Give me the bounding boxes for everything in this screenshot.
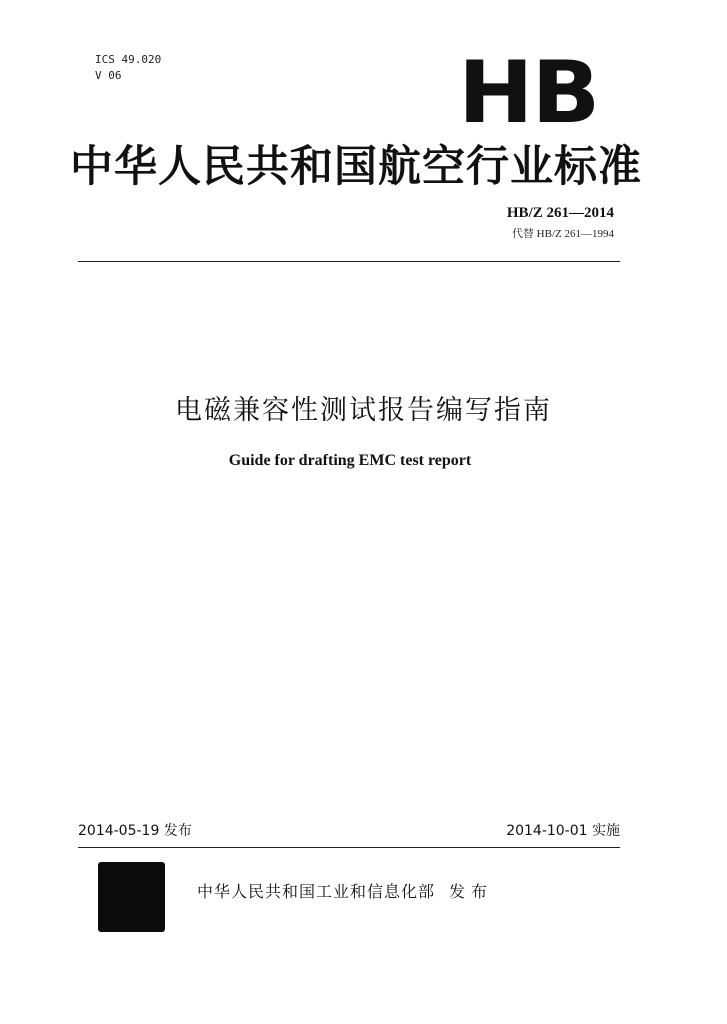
hb-logo: HB xyxy=(458,43,599,143)
replaces-standard: 代替 HB/Z 261—1994 xyxy=(511,228,614,240)
redaction-block xyxy=(98,862,165,932)
category-code: V 06 xyxy=(95,69,122,82)
ics-code: ICS 49.020 xyxy=(95,53,162,66)
footer-divider xyxy=(78,847,620,848)
document-title-en: Guide for drafting EMC test report xyxy=(228,452,472,469)
document-title-cn: 电磁兼容性测试报告编写指南 xyxy=(175,395,552,426)
issue-date: 2014-05-19 发布 xyxy=(78,823,192,839)
header-divider xyxy=(78,261,620,262)
publish-label: 发布 xyxy=(449,882,494,901)
effective-date: 2014-10-01 实施 xyxy=(506,823,620,839)
classification-codes xyxy=(95,52,161,84)
issuer-name: 中华人民共和国工业和信息化部 xyxy=(197,882,436,901)
organization-title: 中华人民共和国航空行业标准 xyxy=(70,142,642,192)
standard-number: HB/Z 261—2014 xyxy=(506,205,614,221)
issuer-line xyxy=(197,879,493,902)
